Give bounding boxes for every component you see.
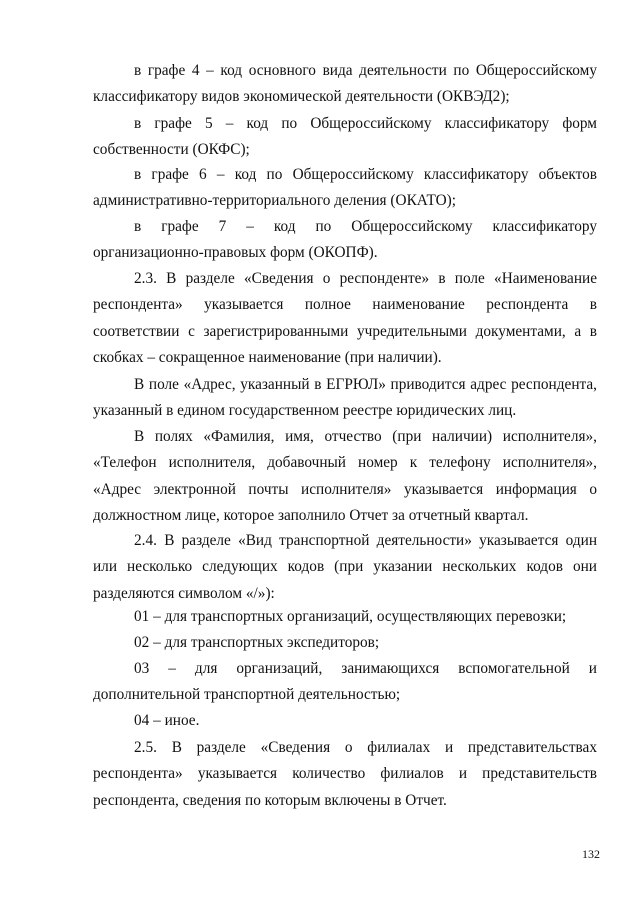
- paragraph-code-04: 04 – иное.: [134, 712, 200, 729]
- paragraph-2-4: 2.4. В разделе «Вид транспортной деятельности» указывается один или несколько следующих кодов (при указании нескольких кодов они разделяются символом «/»):: [93, 532, 597, 602]
- page-number: 132: [582, 847, 600, 861]
- paragraph-code-02: 02 – для транспортных экспедиторов;: [134, 634, 380, 651]
- paragraph-okved: в графе 4 – код основного вида деятельности по Общероссийскому классификатору видов экономической деятельности (ОКВЭД2);: [93, 62, 597, 106]
- paragraph-2-5: 2.5. В разделе «Сведения о филиалах и представительствах респондента» указывается количество филиалов и представительств респондента, сведения по которым включены в Отчет.: [93, 739, 597, 809]
- paragraph-2-3: 2.3. В разделе «Сведения о респонденте» в поле «Наименование респондента» указывается полное наименование респондента в соответствии с зарегистрированными учредительными документами, а в скобках – сокращенное наименование (при наличии).: [93, 270, 597, 366]
- paragraph-okopf: в графе 7 – код по Общероссийскому классификатору организационно-правовых форм (ОКОПФ).: [93, 218, 597, 262]
- paragraph-address: В поле «Адрес, указанный в ЕГРЮЛ» приводится адрес респондента, указанный в едином государственном реестре юридических лиц.: [93, 376, 597, 420]
- paragraph-code-03: 03 – для организаций, занимающихся вспомогательной и дополнительной транспортной деятельностью;: [93, 660, 597, 704]
- paragraph-okato: в графе 6 – код по Общероссийскому классификатору объектов административно-территориального деления (ОКАТО);: [93, 166, 597, 210]
- paragraph-okfs: в графе 5 – код по Общероссийскому классификатору форм собственности (ОКФС);: [93, 115, 597, 159]
- paragraph-executor: В полях «Фамилия, имя, отчество (при наличии) исполнителя», «Телефон исполнителя, добавочный номер к телефону исполнителя», «Адрес электронной почты исполнителя» указывается информация о должностном лице, которое заполнило Отчет за отчетный квартал.: [93, 428, 597, 524]
- paragraph-code-01: 01 – для транспортных организаций, осуществляющих перевозки;: [134, 608, 567, 625]
